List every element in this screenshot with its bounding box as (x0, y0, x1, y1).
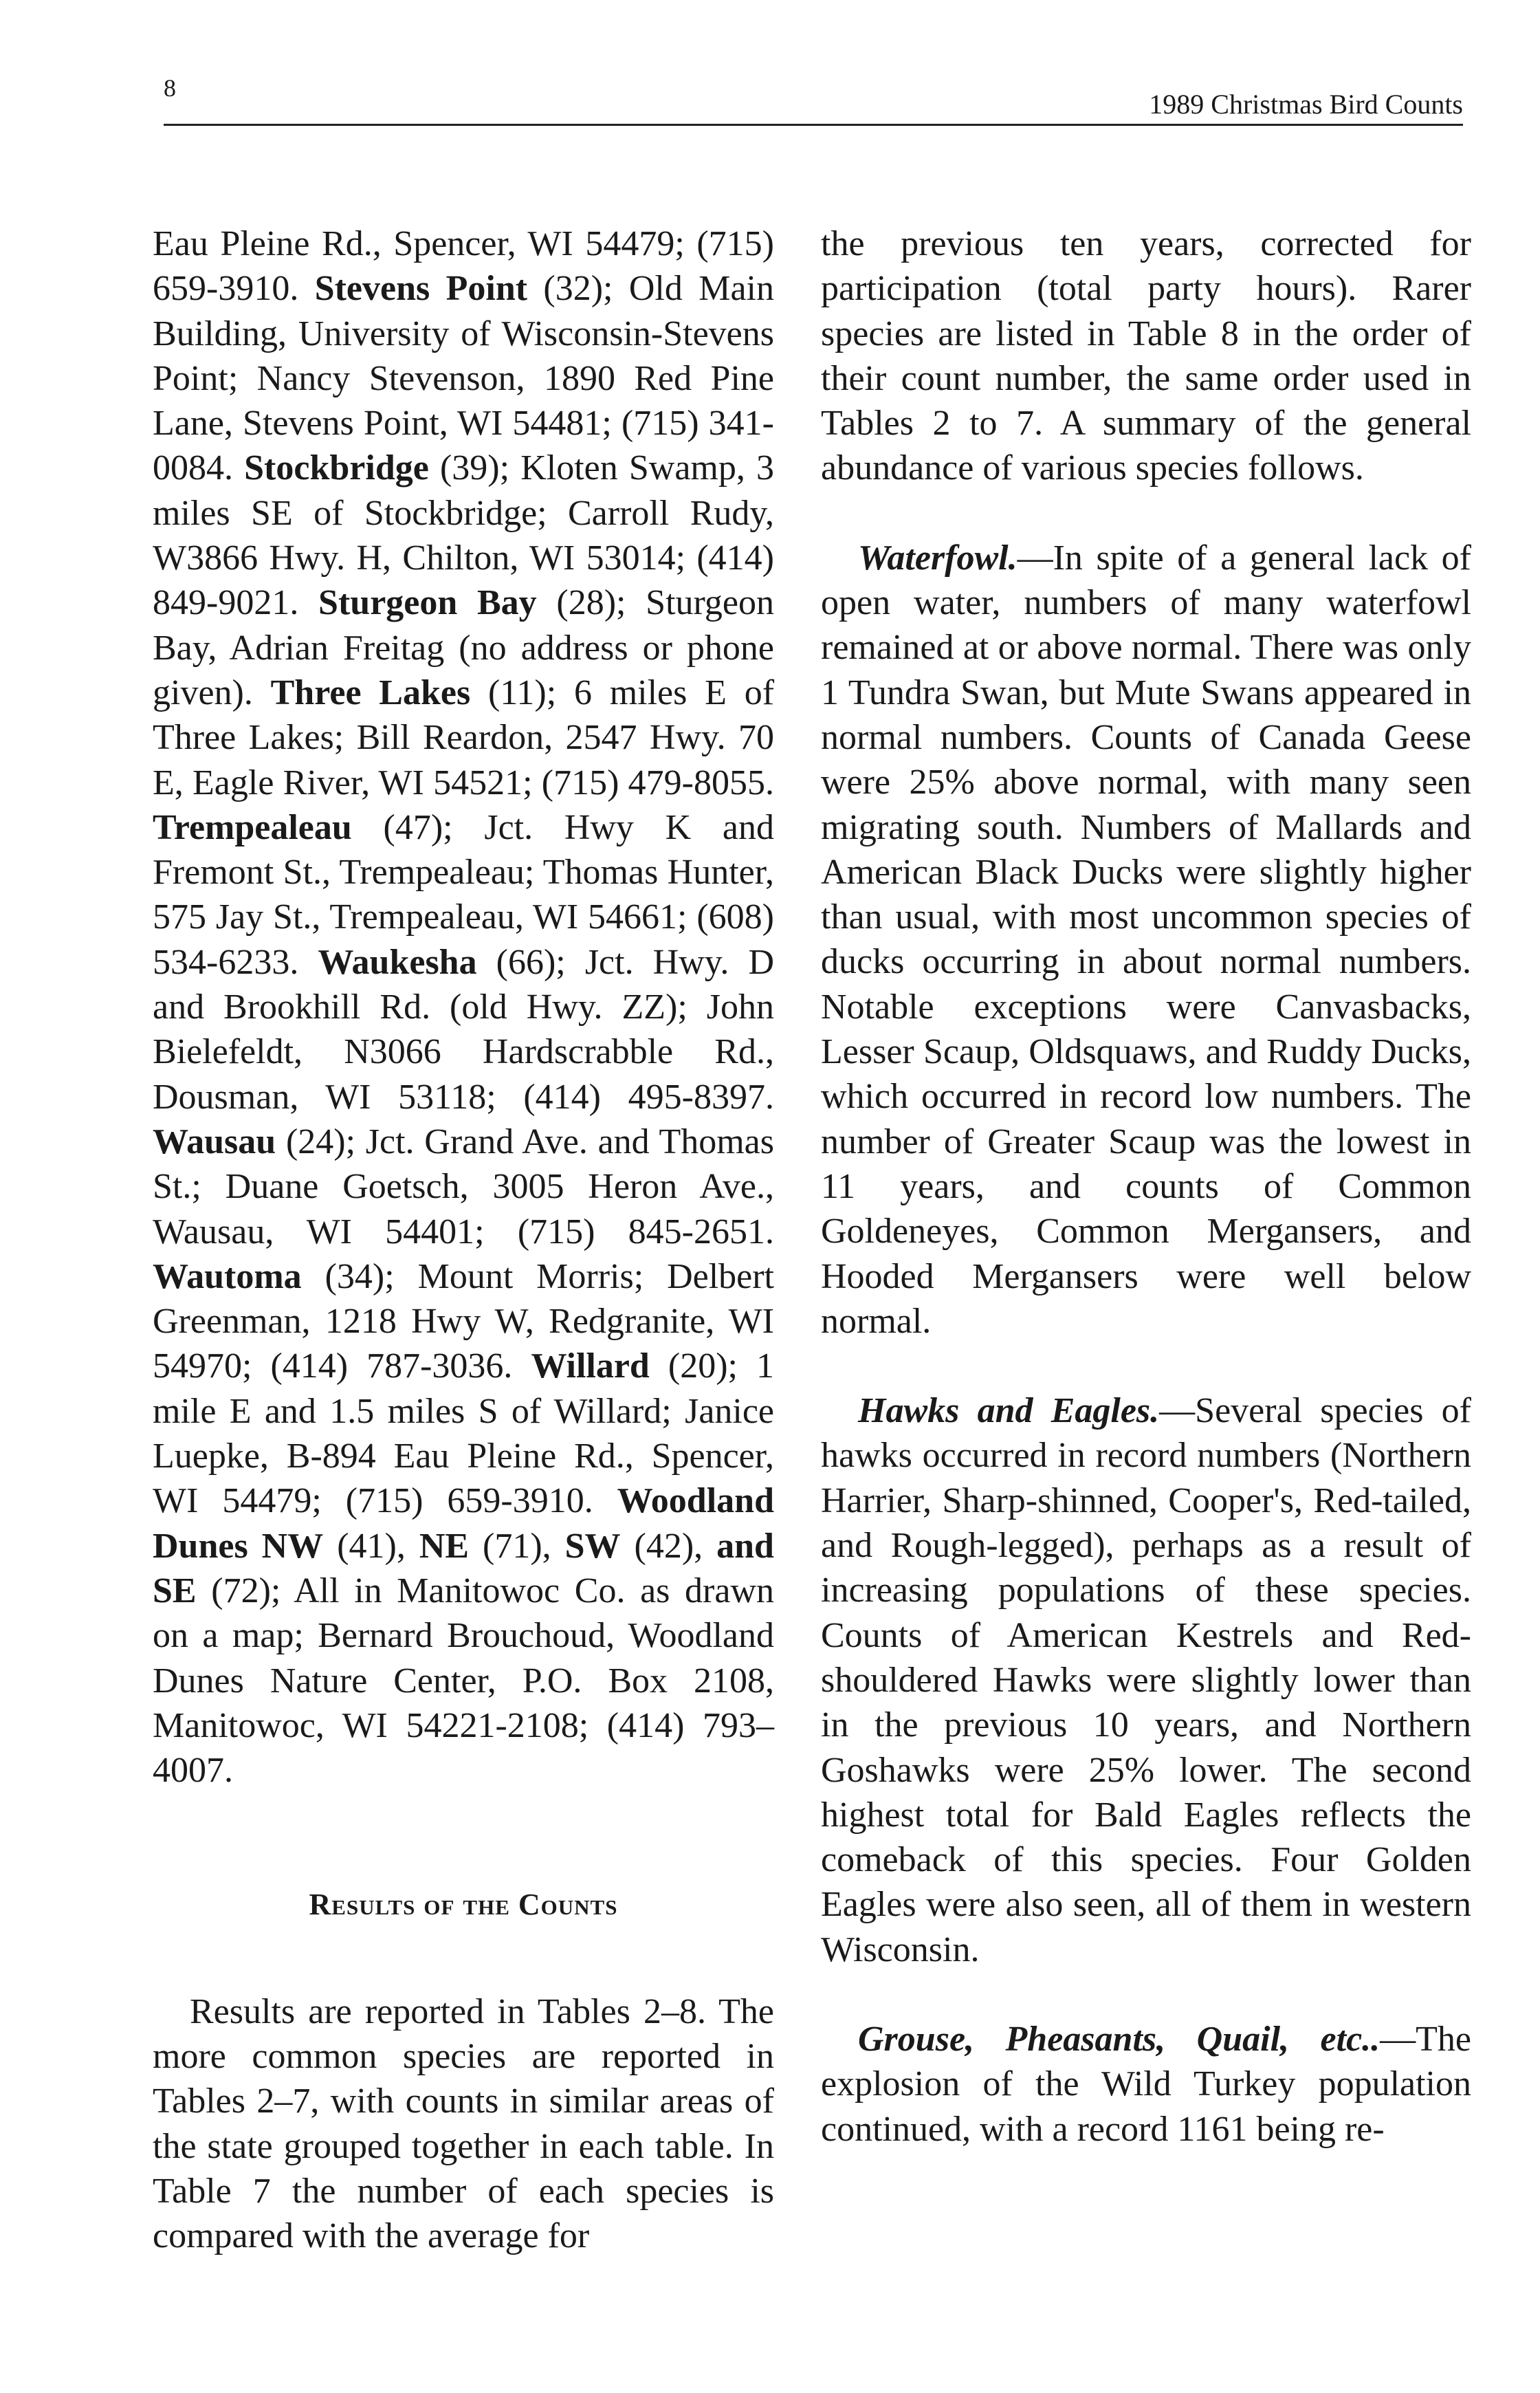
count-name: and SE (153, 1526, 774, 1610)
running-head: 1989 Christmas Bird Counts (1149, 89, 1463, 120)
text-run: (71), (469, 1526, 565, 1566)
waterfowl-heading: Waterfowl. (858, 538, 1018, 578)
text-run: (32); Old Main Building, University of Wisconsin-Stevens Point; Nancy Stevenson, 1890 Red Pine Lane, Stevens Point, WI 54481; (715) 341-0084. (153, 269, 775, 488)
count-directory-paragraph (153, 221, 774, 1793)
text-run: (66); Jct. Hwy. D and Brookhill Rd. (old Hwy. ZZ); John Bielefeldt, N3066 Hardscrabble Rd., Dousman, WI 53118; (414) 495-8397. (153, 942, 774, 1117)
text-run: (24); Jct. Grand Ave. and Thomas St.; Duane Goetsch, 3005 Heron Ave., Wausau, WI 54401; (715) 845-2651. (153, 1122, 774, 1252)
text-run: (20); 1 mile E and 1.5 miles S of Willard; Janice Luepke, B-894 Eau Pleine Rd., Spencer, WI 54479; (715) 659-3910. (153, 1346, 774, 1521)
left-column (153, 221, 774, 2258)
count-name: Woodland Dunes NW (153, 1481, 774, 1566)
count-name: Wausau (153, 1122, 276, 1161)
grouse-heading: Grouse, Pheasants, Quail, etc.. (858, 2019, 1380, 2059)
text-run: (42), (620, 1526, 717, 1566)
text-run: (39); Kloten Swamp, 3 miles SE of Stockbridge; Carroll Rudy, W3866 Hwy. H, Chilton, WI 53014; (414) 849-9021. (153, 448, 774, 623)
results-continued-paragraph: the previous ten years, corrected for participation (total party hours). Rarer species are listed in Table 8 in the order of their count number, the same order used in Tables 2 to 7. A summary of the general abundance of various species follows. (821, 224, 1471, 488)
section-heading: Results of the Counts (309, 1888, 618, 1922)
count-name: Waukesha (318, 942, 477, 982)
text-run: (11); 6 miles E of Three Lakes; Bill Reardon, 2547 Hwy. 70 E, Eagle River, WI 54521; (715) 479-8055. (153, 673, 775, 802)
count-name: Stockbridge (244, 448, 429, 488)
text-run: (47); Jct. Hwy K and Fremont St., Trempealeau; Thomas Hunter, 575 Jay St., Trempealeau, WI 54661; (608) 534-6233. (153, 807, 774, 982)
text-run: Eau Pleine Rd., Spencer, WI 54479; (715) 659-3910. (153, 224, 774, 309)
text-run: (34); Mount Morris; Delbert Greenman, 1218 Hwy W, Redgranite, WI 54970; (414) 787-3036. (153, 1256, 774, 1386)
count-name: Three Lakes (270, 673, 471, 712)
page-header (164, 69, 1463, 126)
page-number: 8 (164, 74, 176, 102)
hawks-text: —Several species of hawks occurred in record numbers (Northern Harrier, Sharp-shinned, Cooper's, Red-tailed, and Rough-legged), perhaps as a result of increasing populations of these species. Counts of American Kestrels and Red-shouldered Hawks were slightly lower than in the previous 10 years, and Northern Goshawks were 25% lower. The second highest total for Bald Eagles reflects the comeback of this species. Four Golden Eagles were also seen, all of them in western Wisconsin. (821, 1391, 1472, 1969)
text-run: (41), (323, 1526, 419, 1566)
results-paragraph: Results are reported in Tables 2–8. The more common species are reported in Tables 2–7, with counts in similar areas of the state grouped together in each table. In Table 7 the number of each species is compared with the average for (153, 1991, 774, 2256)
waterfowl-paragraph (821, 536, 1471, 1344)
grouse-paragraph (821, 2017, 1471, 2152)
count-name: Sturgeon Bay (318, 583, 537, 623)
hawks-heading: Hawks and Eagles. (858, 1391, 1160, 1431)
count-name: Trempealeau (153, 807, 352, 847)
count-name: NE (419, 1526, 470, 1566)
hawks-paragraph (821, 1388, 1471, 1972)
grouse-text: —The explosion of the Wild Turkey population continued, with a record 1161 being re- (821, 2019, 1471, 2149)
count-name: Wautoma (153, 1256, 302, 1296)
waterfowl-text: —In spite of a general lack of open water, numbers of many waterfowl remained at or above normal. There was only 1 Tundra Swan, but Mute Swans appeared in normal numbers. Counts of Canada Geese were 25% above normal, with many seen migrating south. Numbers of Mallards and American Black Ducks were slightly higher than usual, with most uncommon species of ducks occurring in about normal numbers. Notable exceptions were Canvasbacks, Lesser Scaup, Oldsquaws, and Ruddy Ducks, which occurred in record low numbers. The number of Greater Scaup was the lowest in 11 years, and counts of Common Goldeneyes, Common Mergansers, and Hooded Mergansers were well below normal. (821, 538, 1471, 1341)
count-name: Willard (531, 1346, 650, 1386)
count-name: SW (564, 1526, 621, 1566)
text-run: (28); Sturgeon Bay, Adrian Freitag (no address or phone given). (153, 583, 774, 712)
text-run: (72); All in Manitowoc Co. as drawn on a map; Bernard Brouchoud, Woodland Dunes Nature Center, P.O. Box 2108, Manitowoc, WI 54221-2108; (414) 793–4007. (153, 1571, 774, 1791)
count-name: Stevens Point (314, 269, 528, 309)
right-column (821, 221, 1471, 2152)
